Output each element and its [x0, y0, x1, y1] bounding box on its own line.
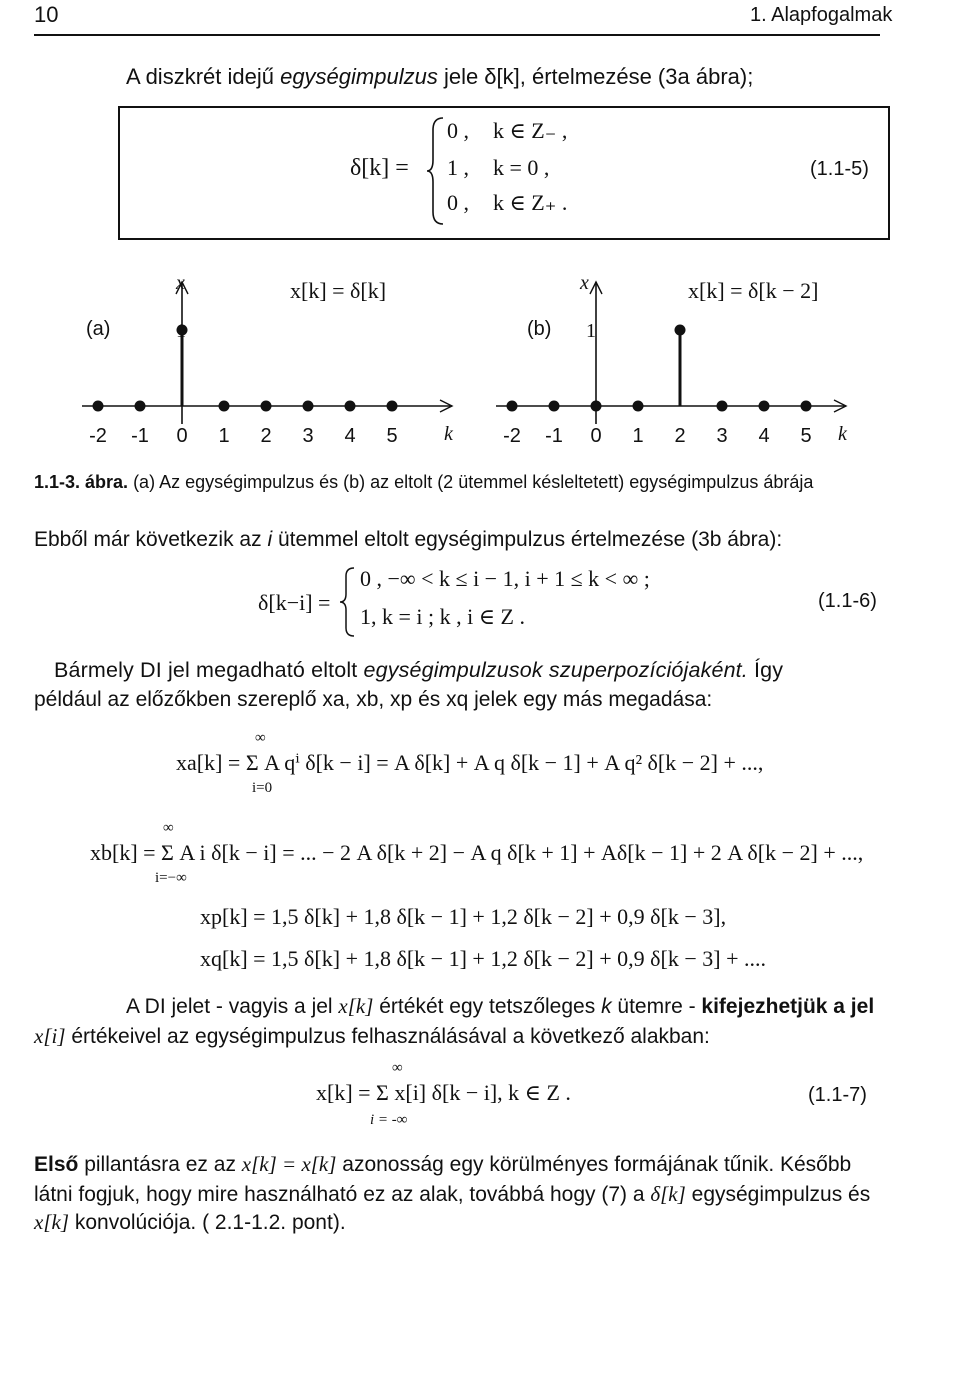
para4-l1-f: kifejezhetjük a jel — [701, 995, 875, 1018]
panel-b-label: (b) — [527, 318, 552, 340]
para5-l1-c: x[k] = x[k] — [241, 1152, 337, 1176]
eq-xp: xp[k] = 1,5 δ[k] + 1,8 δ[k − 1] + 1,2 δ[k − 2] + 0,9 δ[k − 3], — [200, 904, 727, 929]
panel-a-sample-dot — [219, 401, 230, 412]
intro-paragraph — [126, 64, 753, 90]
panel-b-title: x[k] = δ[k − 2] — [688, 278, 819, 303]
eq-1-1-6-brace — [338, 566, 356, 638]
panel-b-tick-label: 1 — [632, 425, 644, 447]
para4-l1-c: értékét egy tetszőleges — [373, 995, 602, 1018]
eq-1-1-5-number: (1.1-5) — [810, 158, 869, 180]
eq-1-1-5-row-1-cond: k ∈ Z₋ , — [493, 118, 568, 143]
panel-b-sample-dot — [717, 401, 728, 412]
eq-xq: xq[k] = 1,5 δ[k] + 1,8 δ[k − 1] + 1,2 δ[k − 2] + 0,9 δ[k − 3] + .... — [200, 946, 766, 971]
panel-b-sample-dot — [591, 401, 602, 412]
running-header: 1. Alapfogalmak — [750, 4, 893, 26]
para5-l2-a: látni fogjuk, hogy mire használható ez az alak, továbbá hogy (7) a — [34, 1183, 651, 1206]
paragraph-decomposition-line1 — [126, 994, 874, 1019]
eq-xb-sum-bottom: i=−∞ — [155, 870, 187, 886]
panel-b-sample-dot — [549, 401, 560, 412]
eq-1-1-5-row-3-value: 0 , — [447, 190, 469, 215]
panel-a-tick-label: 5 — [386, 425, 398, 447]
paragraph-superposition-line2: például az előzőkben szereplő xa, xb, xp és xq jelek egy más megadása: — [34, 688, 713, 711]
intro-italic-term: egységimpulzus — [280, 64, 438, 89]
paragraph-shift-before: Ebből már következik az — [34, 528, 268, 551]
panel-a-title: x[k] = δ[k] — [290, 278, 387, 303]
panel-a-sample-dot — [135, 401, 146, 412]
para5-l3-a: x[k] — [34, 1210, 69, 1234]
panel-a-label: (a) — [86, 318, 111, 340]
panel-b-sample-dot — [801, 401, 812, 412]
eq-1-1-6-lhs: δ[k−i] = — [258, 590, 331, 615]
panel-a-tick-label: 2 — [260, 425, 272, 447]
panel-b-tick-label: 5 — [800, 425, 812, 447]
panel-a-sample-dot — [261, 401, 272, 412]
para5-l1-b: pillantásra ez az — [78, 1153, 242, 1176]
para4-l1-b: x[k] — [338, 994, 374, 1018]
panel-b-k-label: k — [838, 423, 847, 445]
panel-a-tick-label: 4 — [344, 425, 356, 447]
panel-a-sample-dot — [303, 401, 314, 412]
eq-1-1-7: x[k] = Σ x[i] δ[k − i], k ∈ Z . — [316, 1080, 571, 1105]
paragraph-shift-after: ütemmel eltolt egységimpulzus értelmezése (3b ábra): — [272, 528, 783, 551]
eq-1-1-5-row-2-cond: k = 0 , — [493, 155, 550, 180]
panel-b-axis-x-label: x — [580, 272, 589, 294]
paragraph-shift-italic: i — [267, 528, 273, 551]
paragraph-conclusion-line3 — [34, 1210, 346, 1235]
eq-1-1-6-row-1: 0 , −∞ < k ≤ i − 1, i + 1 ≤ k < ∞ ; — [360, 566, 650, 591]
panel-b-tick-label: 4 — [758, 425, 770, 447]
panel-b-sample-dot — [633, 401, 644, 412]
panel-b-tick-label: -2 — [503, 425, 521, 447]
eq-1-1-7-sum-top: ∞ — [392, 1060, 403, 1076]
eq-1-1-5-brace — [425, 116, 445, 226]
para5-l1-a: Első — [34, 1153, 79, 1176]
paragraph-conclusion-line1 — [34, 1152, 851, 1177]
panel-a-tick-label: 3 — [302, 425, 314, 447]
panel-a-tick-label: -2 — [89, 425, 107, 447]
paragraph-conclusion-line2 — [34, 1182, 870, 1207]
panel-a-sample-dot — [93, 401, 104, 412]
panel-a-tick-label: 0 — [176, 425, 188, 447]
paragraph-superposition-line1-after: Így — [747, 658, 784, 682]
panel-b-tick-label: -1 — [545, 425, 563, 447]
intro-text-after: jele δ[k], értelmezése (3a ábra); — [437, 64, 754, 89]
eq-1-1-7-number: (1.1-7) — [808, 1084, 867, 1106]
eq-1-1-6-number: (1.1-6) — [818, 590, 877, 612]
header-rule — [34, 34, 880, 36]
paragraph-superposition-italic: egységimpulzusok szuperpozíciójaként. — [363, 658, 748, 682]
para4-l1-a: A DI jelet - vagyis a jel — [126, 995, 339, 1018]
panel-a-tick-label: 1 — [218, 425, 230, 447]
eq-1-1-5-row-3-cond: k ∈ Z₊ . — [493, 190, 568, 215]
para4-l2-a: x[i] — [34, 1024, 66, 1048]
figure-caption — [34, 472, 813, 493]
panel-a-k-label: k — [444, 423, 453, 445]
panel-a-sample-dot — [177, 325, 188, 336]
para5-l2-b: δ[k] — [650, 1182, 686, 1206]
panel-b-sample-dot — [507, 401, 518, 412]
eq-1-1-7-sum-bottom: i = -∞ — [370, 1112, 408, 1128]
eq-1-1-5-lhs: δ[k] = — [350, 155, 409, 181]
para4-l2-b: értékeivel az egységimpulzus felhasználásával a következő alakban: — [65, 1025, 710, 1048]
eq-xb-sum-top: ∞ — [163, 820, 174, 836]
para5-l3-b: konvolúciója. ( 2.1-1.2. pont). — [69, 1211, 346, 1234]
panel-a-sample-dot — [387, 401, 398, 412]
para4-l1-e: ütemre - — [611, 995, 702, 1018]
eq-xa-sum-top: ∞ — [255, 730, 266, 746]
paragraph-superposition-line1-before: Bármely DI jel megadható eltolt — [54, 658, 364, 682]
panel-b-tick-label: 2 — [674, 425, 686, 447]
figure-caption-label: 1.1-3. ábra. — [34, 472, 129, 492]
paragraph-shift-intro — [34, 528, 782, 552]
intro-text-before: A diszkrét idejű — [126, 64, 281, 89]
paragraph-decomposition-line2 — [34, 1024, 710, 1049]
panel-b-sample-dot — [759, 401, 770, 412]
figure-caption-text: (a) Az egységimpulzus és (b) az eltolt (2 ütemmel késleltetett) egységimpulzus ábrája — [128, 472, 814, 492]
page-number: 10 — [34, 2, 59, 27]
panel-b-tick-label: 3 — [716, 425, 728, 447]
panel-a-sample-dot — [345, 401, 356, 412]
eq-1-1-5-row-2-value: 1 , — [447, 155, 469, 180]
para5-l1-d: azonosság egy körülményes formájának tűnik. Később — [336, 1153, 852, 1176]
eq-1-1-6-row-2: 1, k = i ; k , i ∈ Z . — [360, 604, 525, 629]
para4-l1-d: k — [601, 995, 612, 1018]
para5-l2-c: egységimpulzus és — [685, 1183, 871, 1206]
paragraph-superposition — [54, 658, 783, 683]
panel-b-y-tick: 1 — [586, 320, 596, 342]
panel-b-sample-dot — [675, 325, 686, 336]
panel-a-axis-x-label: x — [176, 272, 185, 294]
panel-a-tick-label: -1 — [131, 425, 149, 447]
panel-b-tick-label: 0 — [590, 425, 602, 447]
eq-xa-sum-bottom: i=0 — [252, 780, 273, 796]
eq-xa: xa[k] = Σ A qⁱ δ[k − i] = A δ[k] + A q δ[k − 1] + A q² δ[k − 2] + ..., — [176, 750, 764, 775]
eq-1-1-5-row-1-value: 0 , — [447, 118, 469, 143]
eq-xb: xb[k] = Σ A i δ[k − i] = ... − 2 A δ[k + 2] − A q δ[k + 1] + Aδ[k − 1] + 2 A δ[k − 2] + ..., — [90, 840, 864, 865]
impulse-figure — [0, 260, 960, 460]
